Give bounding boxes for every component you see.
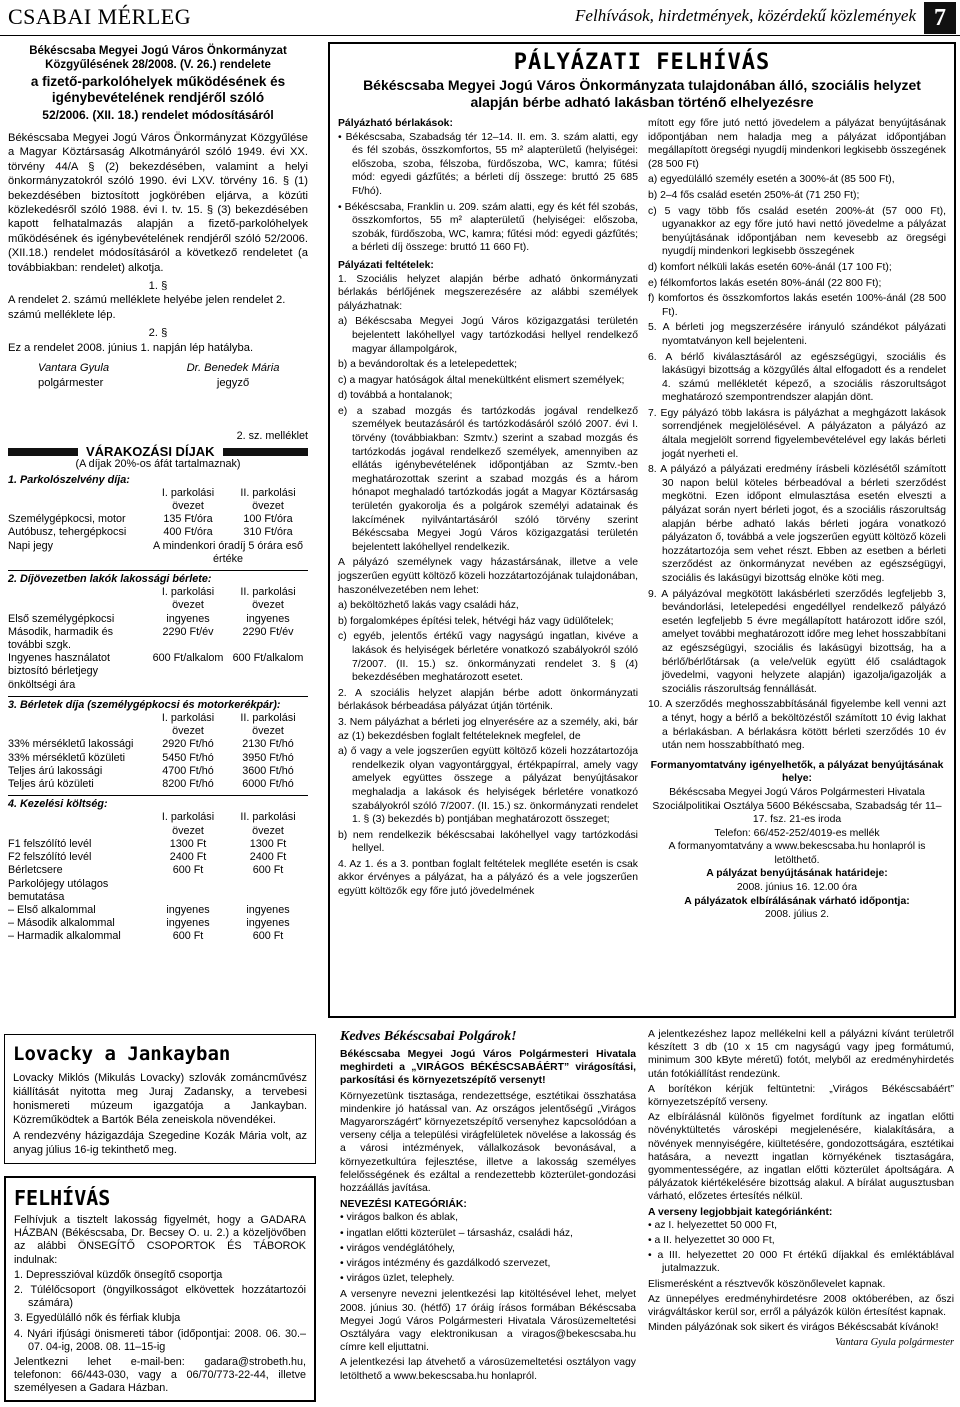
virag-article <box>340 1028 636 1385</box>
condition-item: c) a magyar hatóságok által menekültként elismert személyek; <box>338 374 625 386</box>
fee-row: Ingyenes használatot biztosító bérletjegy önköltségi ára 600 Ft/alkalom 600 Ft/alkalom <box>8 652 304 691</box>
fees-zone-header: I. parkolási övezet II. parkolási övezet <box>161 486 296 513</box>
felhivas-item: 4. Nyári ifjúsági önismereti tábor (időpontjai: 2008. 06. 30.–07. 04-ig, 2008. 08. 11–15-ig <box>14 1327 306 1353</box>
condition-item: d) továbbá a hontalanok; <box>338 390 453 402</box>
sig2-name: Dr. Benedek Mária <box>186 362 280 375</box>
form-heading: Formanyomtatvány igényelhetők, a pályázat benyújtásának helye: <box>650 759 944 785</box>
fee-row: – Harmadik alkalommal 600 Ft 600 Ft <box>8 930 284 943</box>
fee-row: Teljes árú lakossági 4700 Ft/hó 3600 Ft/hó <box>8 764 294 777</box>
decree-head3: 52/2006. (XII. 18.) rendelet módosításáról <box>42 108 274 122</box>
virag-greeting: Kedves Békéscsabai Polgárok! <box>340 1029 517 1044</box>
income-item: c) 5 vagy több fős család esetén 200%-át (57 000 Ft), ugyanakkor az egy főre jutó havi nettó jövedelme a pályázat benyújtásának időpontjában nem kevesebb az öregségi nyugdíj mindenkori legkisebb összegének <box>648 205 946 258</box>
fees-s3-title: 3. Bérletek díja (személygépkocsi és motorkerékpár): <box>8 698 281 711</box>
fees-s1-title: 1. Parkolószelvény díja: <box>8 473 130 486</box>
rule-item: 7. Egy pályázó több lakásra is pályázhat a meghgázott lakások sorrendjének megjelölésével. A pályázaton a pályázó az általa megjelölt sorrend figyelembevételével egy lakás bérleti jogát nyerheti el. <box>648 407 946 460</box>
virag-cat-heading: NEVEZÉSI KATEGÓRIÁK: <box>340 1199 467 1211</box>
category-item: • virágos intézmény és gazdálkodó szervezet, <box>340 1258 551 1270</box>
decree-body: Békéscsaba Megyei Jogú Város Önkormányzat Közgyűlése a Magyar Köztársaság Alkotmányáról szóló 1949. évi XX. törvény 44/A § (2) bekezdésében, valamint a helyi önkormányzatokról szóló 1990. évi LXV. törvény 16. § (1) bekezdésében biztosított jogkörében eljárva, a közúti közlekedésről szóló 1988. évi I. tv. 15. § (3) bekezdésében kapott felhatalmazás alapján a fizető-parkolóhelyek működésének és igénybevételének rendjéről szóló 52/2006. (XII.18.) rendelet módosításáról a következő rendeletet (a továbbiakban: rendelet) alkotja. <box>8 132 308 274</box>
prize-item: • a II. helyezettet 30 000 Ft, <box>648 1235 775 1247</box>
felhivas-item: 2. Túlélőcsoport (öngyilkosságot elkövettek hozzátartozói számára) <box>14 1284 306 1310</box>
virag-r5: Az ünnepélyes eredményhirdetésre 2008 októberében, az őszi virágváltáskor kerül sor, erről a pályázók külön értesítést kapnak. <box>648 1293 954 1319</box>
virag-r4: Elismerésként a résztvevők köszönőlevelet kapnak. <box>648 1278 886 1290</box>
fee-row: Személygépkocsi, motor 135 Ft/óra 100 Ft/óra <box>8 513 293 526</box>
condition-item: a) ő vagy a vele jogszerűen együtt költöző közeli hozzátartozója rendelkezik olyan vagyontárggyal, értékpapírral, amely vagy amelyek együttes összege a pályázat benyújtásakor meghaladja a lakások és helyiségek bérletére vonatkozó szabályokról szóló 7/2007. (II. 15.) sz. önkormányzati rendelet 1. § (3) bekezdés b) pontjában meghatározott összeget; <box>338 746 638 826</box>
result-heading: A pályázatok elbírálásának várható időpontja: <box>684 895 910 907</box>
income-item: b) 2–4 fős család esetén 250%-át (71 250 Ft); <box>648 189 860 201</box>
fee-row: 33% mérsékletű közületi 5450 Ft/hó 3950 Ft/hó <box>8 751 294 764</box>
fee-row: Első személygépkocsi ingyenes ingyenes <box>8 612 290 625</box>
fee-row: Bérletcsere 600 Ft 600 Ft <box>8 864 284 877</box>
decree-head1: Békéscsaba Megyei Jogú Város Önkormányzat Közgyűlésének 28/2008. (V. 26.) rendelete <box>29 45 287 71</box>
f4-cont: mított egy főre jutó nettó jövedelem a pályázat benyújtásának időpontjában nem haladja meg a pályázat időpontjában megállapított öregségi nyugdíj mindenkori legkisebb összegének (28 500 Ft) <box>648 118 946 170</box>
fee-row: F1 felszólító levél 1300 Ft 1300 Ft <box>8 837 287 850</box>
virag-p2: A versenyre nevezni jelentkezési lap kitöltésével lehet, melyet 2008. június 30. (hétfő) 17 óráig írásos formában Békéscsaba Megyei Jogú Város Polgármesteri Hivatala Városüzemeltetési Osztályára vagy elektronikusan a viragos@bekescsaba.hu címre kell eljuttatni. <box>340 1289 636 1354</box>
virag-article-col2 <box>648 1028 954 1350</box>
decree-s1-text: A rendelet 2. számú melléklete helyébe jelen rendelet 2. számú melléklete lép. <box>8 294 286 321</box>
income-item: d) komfort nélküli lakás esetén 60%-ánál (17 100 Ft); <box>648 261 892 273</box>
felhivas-p1: Felhívjuk a tisztelt lakosság figyelmét, hogy a GADARA HÁZBAN (Békéscsaba, Dr. Becsey O. u. 2.) a közeljövőben az alábbi ÖNSEGÍTŐ CSOPORTOK ÉS TÁBOROK indulnak: <box>14 1214 306 1266</box>
condition-item: b) a bevándoroltak és a letelepedettek; <box>338 359 518 371</box>
page-header <box>0 0 960 36</box>
condition-item: e) a szabad mozgás és tartózkodás jogával rendelkező személyek beutazásáról és tartózkodásáról szóló 2007. évi I. törvény (továbbiakban: Szmtv.) szerint a szabad mozgás és tartózkodás jogával rendelkező személyek, amennyiben az ellátás igénybevételének időpontjában az Szmtv.-ben meghatározottak szerint a szabad mozgás és a három hónapot meghaladó tartózkodás jogát a Magyar Köztársaság területén gyakorolja és a polgárok személyi adatainak és lakcímének nyilvántartásáról szóló törvény szerint Békéscsaba Megyei Jogú Város közigazgatási területén bejelentett lakóhellyel rendelkezik. <box>338 405 638 553</box>
lovacky-title: Lovacky a Jankayban <box>13 1043 231 1065</box>
virag-lead: Békéscsaba Megyei Jogú Város Polgármesteri Hivatala meghirdeti a „VIRÁGOS BÉKÉSCSABÁÉRT” virágosítási, parkosítási és környezetszépítő versenyt! <box>340 1049 636 1087</box>
felhivas-p2: Jelentkezni lehet e-mail-ben: gadara@strobeth.hu, telefonon: 66/443-030, vagy a 06/70/773-22-44, illetve személyesen a Gadara Házban. <box>14 1356 306 1395</box>
decree-article <box>8 44 308 390</box>
virag-prize-heading: A verseny legjobbjait kategóriánként: <box>648 1206 833 1218</box>
fee-row: Parkolójegy utólagos bemutatása <box>8 877 109 903</box>
fees-s4-title: 4. Kezelési költség: <box>8 798 108 811</box>
fees-annex <box>8 430 308 944</box>
f1: 1. Szociális helyzet alapján bérbe adható önkormányzati bérlakás bérlőjének megszerezésére az alábbi személyek pályázhatnak: <box>338 273 638 312</box>
income-item: f) komfortos és összkomfortos lakás esetén 100%-ánál (28 500 Ft). <box>648 293 946 318</box>
virag-r6: Minden pályázónak sok sikert és virágos Békéscsabát kívánok! <box>648 1322 939 1334</box>
fees-annex-label: 2. sz. melléklet <box>236 430 308 442</box>
rule-item: 6. A bérlő kiválasztásáról az egészségügyi, szociális és lakásügyi bizottság a közgyűlés által elfogadott és a rendelet 4. számú mellékletét képező, a szociális rászorultságot meghatározó szempontrendszer alapján dönt. <box>648 351 946 404</box>
category-item: • ingatlan előtti közterület – társasház, családi ház, <box>340 1227 573 1239</box>
fee-row: – Első alkalommal ingyenes ingyenes <box>8 903 290 916</box>
decree-s2: 2. § <box>148 327 168 340</box>
category-item: • virágos balkon és ablak, <box>340 1212 459 1224</box>
felhivas-title: FELHÍVÁS <box>14 1186 111 1210</box>
fees-zone-header: I. parkolási övezet II. parkolási övezet <box>161 712 296 738</box>
fee-row: Második, harmadik és további szgk. 2290 Ft/év 2290 Ft/év <box>8 625 294 652</box>
decree-s2-text: Ez a rendelet 2008. június 1. napján lép hatályba. <box>8 341 254 354</box>
condition-item: b) forgalomképes építési telek, hétvégi ház vagy üdülőtelek; <box>338 615 614 627</box>
rule-item: 5. A bérleti jog megszerzésére irányuló szándékot pályázati nyomtatványon kell bejelenteni. <box>648 322 946 347</box>
deadline-value: 2008. június 16. 12.00 óra <box>736 882 858 894</box>
category-item: • virágos vendéglátóhely, <box>340 1242 455 1254</box>
page-number: 7 <box>924 2 956 34</box>
fees-zone-header: I. parkolási övezet II. parkolási övezet <box>161 586 296 612</box>
fees-s2-title: 2. Díjövezetben lakók lakossági bérlete: <box>8 573 212 586</box>
income-item: a) egyedülálló személy esetén a 300%-át (85 500 Ft), <box>648 174 895 186</box>
virag-r1: A jelentkezéshez lapoz mellékelni kell a pályázni kívánt területről készített 3 db (10 x 15 cm nagyságú vagy jpeg formátumú, minimum 300 kByte méretű) fotót, melyből az eredményhirdetés után fotókiállítást rendezünk. <box>648 1029 954 1080</box>
felhivas-item: 1. Depresszióval küzdők önsegítő csoportja <box>14 1268 223 1281</box>
rule-item: 8. A pályázó a pályázati eredmény írásbeli közlésétől számított 30 napon belül köteles bérbeadóval a bérleti szerződést megkötni. Ezen időpont elmulasztása esetén elveszti a pályázat során nyert bérleti jogot, és a szociális rászorultság alapján bérbe adható lakás bérleti jogára vonatkozó pályázaton ő, továbbá a vele jogszerűen együtt költöző közeli hozzátartozója sem vehet részt. Ebben az esetben a bérleti szerződést az önkormányzat nevében az egészségügyi, szociális és lakásügyi bizottság elnöke köti meg. <box>648 464 946 584</box>
lovacky-p2: A rendezvény házigazdája Szegedine Kozák Mária volt, az anyag július 16-ig tekinthető meg. <box>13 1130 307 1156</box>
lovacky-box <box>4 1034 316 1164</box>
virag-p3: A jelentkezési lap átvehető a városüzemeltetési osztályon vagy letölthető a www.bekescsaba.hu honlapról. <box>340 1357 636 1382</box>
rule-item: 9. A pályázóval megkötött lakásbérleti szerződés legfeljebb 3, bevándorlási, letelepedési engedéllyel rendelkező pályázó esetén legfeljebb 5 évre megállapított határozott időre szól, amelyet további meghatározott időre meg lehet hosszabbítani az egészségügyi, szociális és lakásügyi bizottság, ha a bérlő/bérlőtársak (a vele/velük együtt élő családtagok jövedelmi, vagyoni helyzete alapján) igazolja/igazolják a szociális rászorultság fennállását. <box>648 588 946 695</box>
lakas-item: • Békéscsaba, Franklin u. 209. szám alatti, egy és két fél szobás, összkomfortos, 55 m² alapterületű (helyiségei: előszoba, szobák, fürdőszoba, WC, kamra; fűtési mód: egyedi gázfűtés; a bérleti díj összege: bruttó 11 660 Ft). <box>338 201 638 254</box>
virag-sign: Vantara Gyula polgármester <box>835 1337 954 1349</box>
f1p: A pályázó személynek vagy házastársának, illetve a vele jogszerűen együtt költöző közeli hozzátartozójának tulajdonában, haszonélvezetében nem lehet: <box>338 557 638 596</box>
feltetelek-heading: Pályázati feltételek: <box>338 259 434 271</box>
lakasok-heading: Pályázható bérlakások: <box>338 118 453 129</box>
fee-row: 33% mérsékletű lakossági 2920 Ft/hó 2130 Ft/hó <box>8 738 294 751</box>
condition-item: b) nem rendelkezik békéscsabai lakóhellyel vagy tartózkodási hellyel. <box>338 829 638 855</box>
felhivas-box <box>4 1176 316 1402</box>
income-item: e) félkomfortos lakás esetén 80%-ánál (22 800 Ft); <box>648 277 882 289</box>
form-download: A formanyomtatvány a www.bekescsaba.hu honlapról is letölthető. <box>668 841 926 866</box>
condition-item: c) egyéb, jelentős értékű vagy nagyságú ingatlan, kivéve a lakások és helyiségek bérletére vonatkozó szabályokról szóló 7/2007. (II. 15.) sz. önkormányzati rendelet 3. § (4) bekezdésében meghatározott esetet. <box>338 631 638 684</box>
fee-row: Teljes árú közületi 8200 Ft/hó 6000 Ft/hó <box>8 778 294 791</box>
prize-item: • az I. helyezettet 50 000 Ft, <box>648 1219 777 1231</box>
f4: 4. Az 1. és a 3. pontban foglalt feltételek meglléte esetén is csak akkor érvényes a pályázat, ha a pályázó és a vele jogszerűen együtt költözők egy főre jutó jövedelmének <box>338 858 638 898</box>
decree-head2: a fizető-parkolóhelyek működésének és igénybevételének rendjéről szóló <box>30 74 286 105</box>
section-title: Felhívások, hirdetmények, közérdekű közlemények <box>575 6 916 25</box>
sig1-name: Vantara Gyula <box>38 362 110 375</box>
category-item: • virágos üzlet, telephely. <box>340 1273 455 1285</box>
fee-row: F2 felszólító levél 2400 Ft 2400 Ft <box>8 851 287 864</box>
rule-item: 10. A szerződés meghosszabbításánál figyelembe kell venni azt a tényt, hogy a bérlő a beköltözéstől számított 10 évig lakhat a bérlakásban. A bérlakásra kötött bérleti szerződés 10 év után nem hosszabbítható meg. <box>648 699 946 752</box>
result-value: 2008. július 2. <box>764 909 830 921</box>
felhivas-item: 3. Egyedülálló nők és férfiak klubja <box>14 1312 181 1325</box>
decree-signatures <box>8 361 308 390</box>
fees-zone-header: I. parkolási övezet II. parkolási övezet <box>161 811 296 837</box>
palyazat-title: PÁLYÁZATI FELHÍVÁS <box>513 50 771 75</box>
lovacky-p1: Lovacky Miklós (Mikulás Lovacky) szlovák zománcművész kiállítását nyitotta meg Juraj Zadansky, a tervebesi honismereti múzeum igazgatója a Jankayban. Közreműködtek a Bartók Béla zeneiskola növendékei. <box>13 1072 307 1126</box>
f2: 2. A szociális helyzet alapján bérbe adott önkormányzati bérlakások bérbeadása pályázat útján történik. <box>338 687 638 713</box>
fees-subtitle: (A díjak 20%-os áfát tartalmaznak) <box>75 458 241 471</box>
fees-daily-row: Napi jegy A mindenkori óradíj 5 órára eső értéke <box>8 539 304 565</box>
palyazat-col2 <box>648 117 946 922</box>
prize-item: • a III. helyezettet 20 000 Ft értékű díjakkal és emléktáblával jutalmazzuk. <box>648 1250 954 1275</box>
virag-r2: A borítékon kérjük feltüntetni: „Virágos Békéscsabáért” környezetszépítő verseny. <box>648 1083 954 1109</box>
sig2-role: jegyző <box>216 376 250 389</box>
deadline-heading: A pályázat benyújtásának határideje: <box>706 868 888 880</box>
virag-p1: Környezetünk tisztasága, rendezettsége, esztétikai összhatása mindenkire jó hatással van. Az országos jelentőségű „Virágos Magyarországért” környezetszépítő versenyhez kapcsolódóan a verseny célja a települési virágfelületek növelése a lakosság és a városi intézmények, vállalkozások bevonásával, a környezetkultúra fejlesztése, illetve a lakosság személyes felelősségének és ezáltal a rendezettebb közterület-gondozási hozzáállás javítása. <box>340 1090 636 1195</box>
fees-title: VÁRAKOZÁSI DÍJAK <box>86 444 215 460</box>
palyazat-subtitle: Békéscsaba Megyei Jogú Város Önkormányzata tulajdonában álló, szociális helyzet alapján bérbe adható lakásban történő elhelyezésre <box>363 77 921 110</box>
sig1-role: polgármester <box>38 376 104 389</box>
form-tel: Telefon: 66/452-252/4019-es mellék <box>714 827 880 839</box>
condition-item: a) beköltözhető lakás vagy családi ház, <box>338 600 519 612</box>
decree-s1: 1. § <box>148 280 168 293</box>
form-place: Békéscsaba Megyei Jogú Város Polgármesteri Hivatala Szociálpolitikai Osztálya 5600 Békéscsaba, Szabadság tér 11–17. fsz. 21-es iroda <box>652 786 942 826</box>
palyazat-col1 <box>338 117 638 922</box>
condition-item: a) Békéscsaba Megyei Jogú Város közigazgatási területén bejelentett lakóhellyel vagy tartózkodási hellyel rendelkező magyar állampolgárok, <box>338 316 638 355</box>
fees-title-banner <box>8 445 308 458</box>
virag-r3: Az elbírálásnál különös figyelmet fordítunk az ingatlan előtti növényktültetés városképi megjelenésére, kialakítására, a növények mennyiségére, kiültetésére, gondozottságára, esztétikai hatására, a neveztt ingatlan környékének tisztaságára, gyommentességére, az ingatlan előtti közterület ápoltságára. A pályázatok kiértékelésére bizottság alakul. A bírálat augusztusban várható, előzetes értesítés nélkül. <box>648 1112 954 1203</box>
fee-row: Autóbusz, tehergépkocsi 400 Ft/óra 310 Ft/óra <box>8 526 293 539</box>
newspaper-title: CSABAI MÉRLEG <box>8 4 192 29</box>
lakas-item: • Békéscsaba, Szabadság tér 12–14. II. em. 3. szám alatti, egy és fél szobás, összkomfortos, 55 m² alapterületű (helyiségei: előszoba, szoba, félszoba, fürdőszoba, WC, kamra; fűtési mód: egyedi gázfűtés; a bérleti díj összege: bruttó 25 685 Ft/hó). <box>338 131 638 197</box>
fee-row: – Második alkalommal ingyenes ingyenes <box>8 917 290 930</box>
f3: 3. Nem pályázhat a bérleti jog elnyerésére az a személy, aki, bár az (1) bekezdésben foglalt feltételeknek megfelel, de <box>338 716 638 742</box>
palyazat-box <box>328 42 956 1018</box>
